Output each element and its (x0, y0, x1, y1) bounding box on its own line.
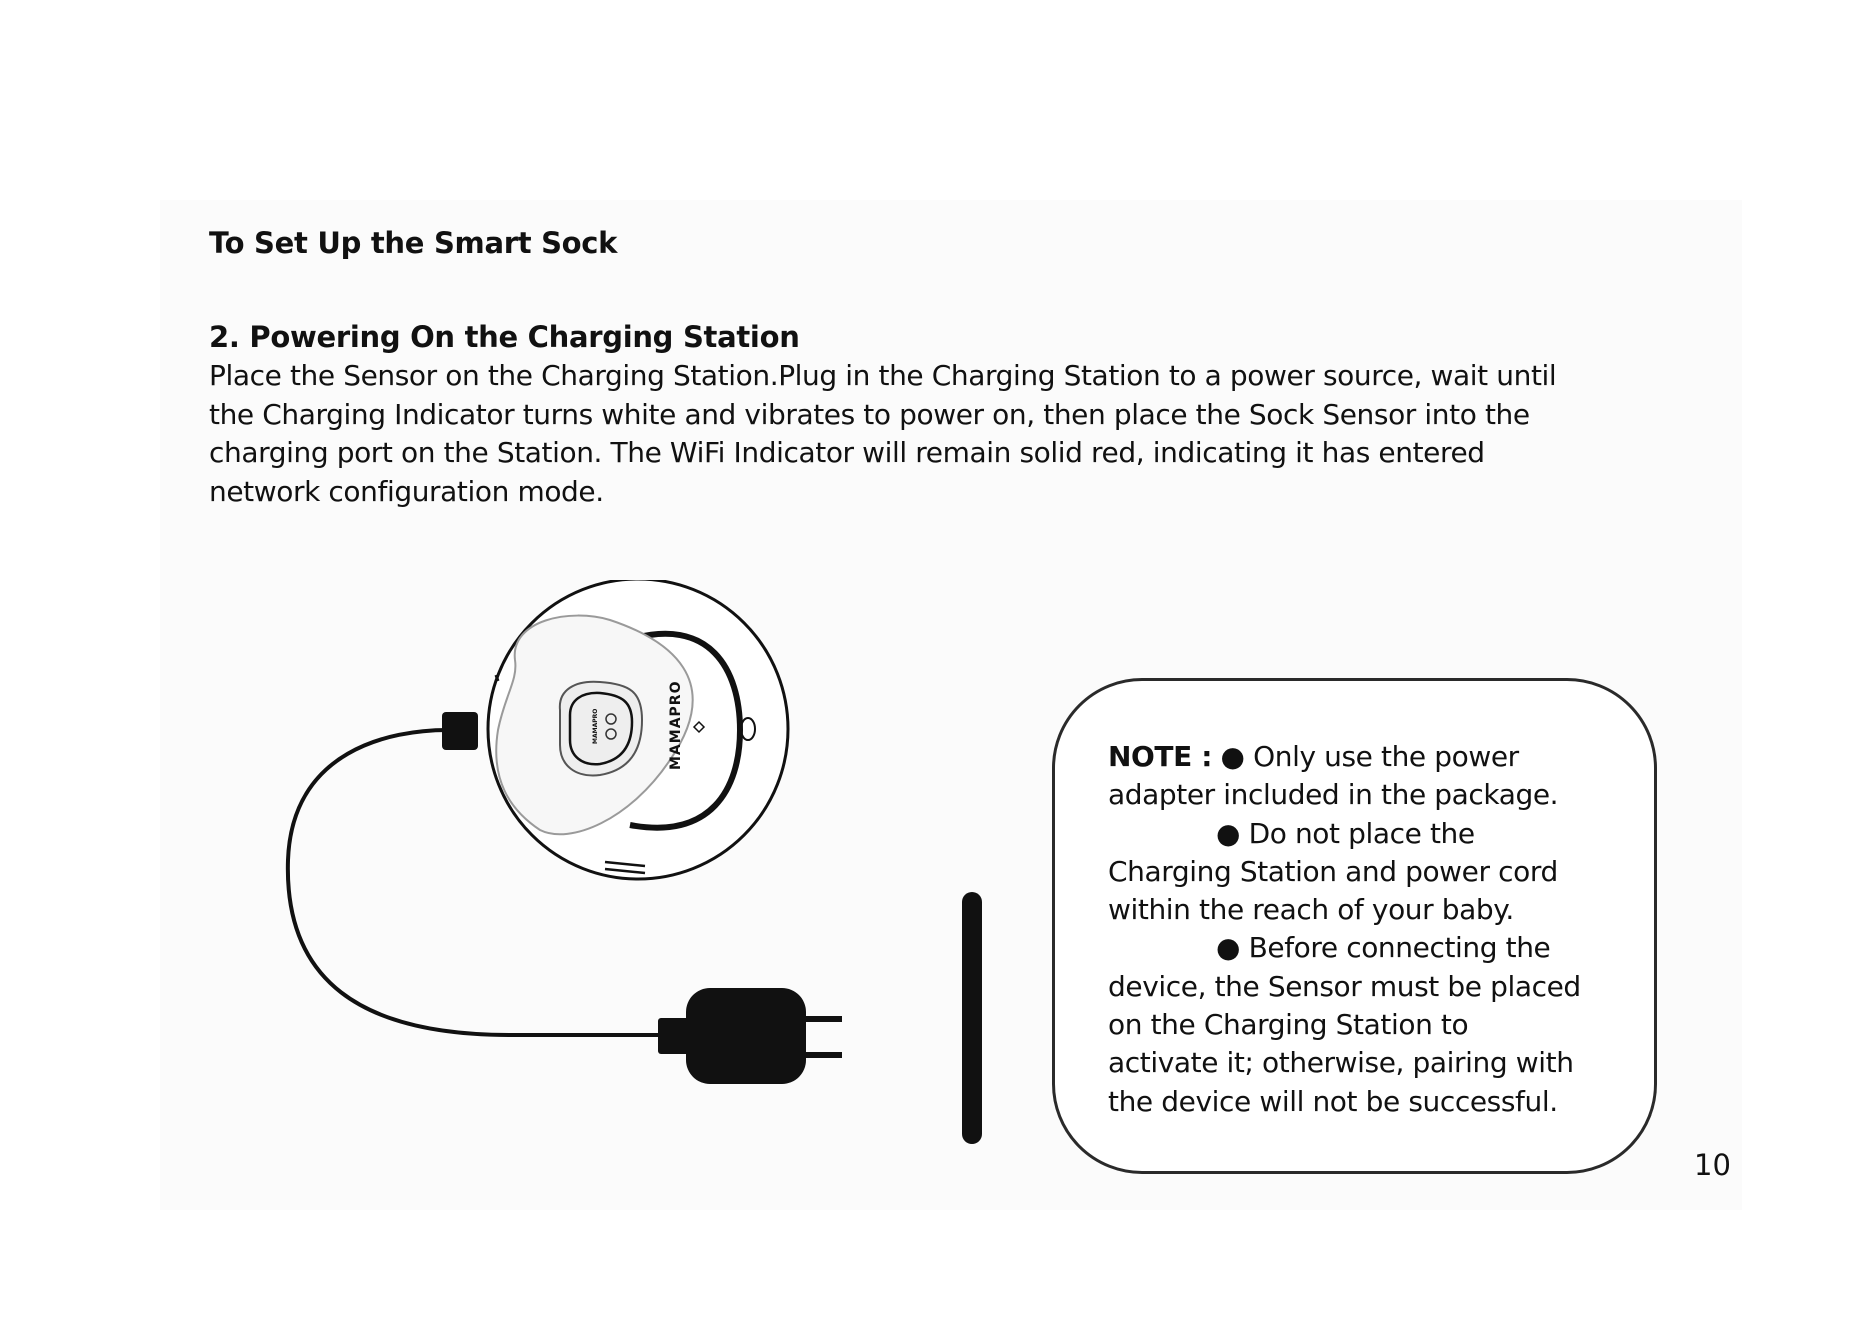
bullet-icon: ● (1216, 816, 1241, 850)
note-line-3 (1108, 815, 1628, 853)
step-heading (209, 320, 800, 354)
note-item-2-start: Do not place the (1248, 816, 1475, 850)
sensor-brand-mark: MAMAPRO (592, 708, 599, 744)
step-line-4: network configuration mode. (209, 474, 604, 508)
note-line-6 (1108, 929, 1628, 967)
note-line-4: Charging Station and power cord (1108, 854, 1558, 888)
charging-station-illustration (270, 580, 990, 1150)
bullet-icon: ● (1216, 931, 1241, 965)
cord-connector (442, 712, 478, 750)
note-line-1 (1108, 738, 1628, 776)
step-line-3: charging port on the Station. The WiFi Indicator will remain solid red, indicating it has entered (209, 436, 1485, 469)
note-item-3-start: Before connecting the (1248, 931, 1551, 965)
note-line-10: the device will not be successful. (1108, 1084, 1558, 1118)
adapter-prong-bottom (802, 1052, 842, 1058)
divider-bar (962, 892, 982, 1144)
step-line-2: the Charging Indicator turns white and vibrates to power on, then place the Sock Sensor into the (209, 397, 1530, 431)
note-line-7: device, the Sensor must be placed (1108, 969, 1581, 1003)
note-line-5: within the reach of your baby. (1108, 893, 1514, 927)
station-brand-mark: MAMAPRO (668, 680, 684, 770)
sensor-pad (560, 682, 642, 776)
section-title: To Set Up the Smart Sock (209, 226, 618, 260)
step-instructions (209, 357, 1679, 511)
step-line-1: Place the Sensor on the Charging Station.Plug in the Charging Station to a power source, wait until (209, 359, 1557, 392)
step-heading-bold: Station (682, 320, 800, 354)
note-item-1-start: Only use the power (1253, 740, 1519, 773)
station-tick (496, 675, 498, 681)
bullet-icon: ● (1220, 740, 1245, 773)
note-text (1108, 738, 1628, 1121)
step-heading-text: 2. Powering On the Charging (209, 320, 683, 354)
adapter-prong-top (802, 1016, 842, 1022)
power-adapter (686, 988, 806, 1084)
note-label: NOTE : (1108, 740, 1213, 773)
page-number: 10 (1694, 1148, 1731, 1182)
note-line-9: activate it; otherwise, pairing with (1108, 1046, 1574, 1080)
note-line-8: on the Charging Station to (1108, 1008, 1469, 1042)
note-line-2: adapter included in the package. (1108, 778, 1559, 812)
